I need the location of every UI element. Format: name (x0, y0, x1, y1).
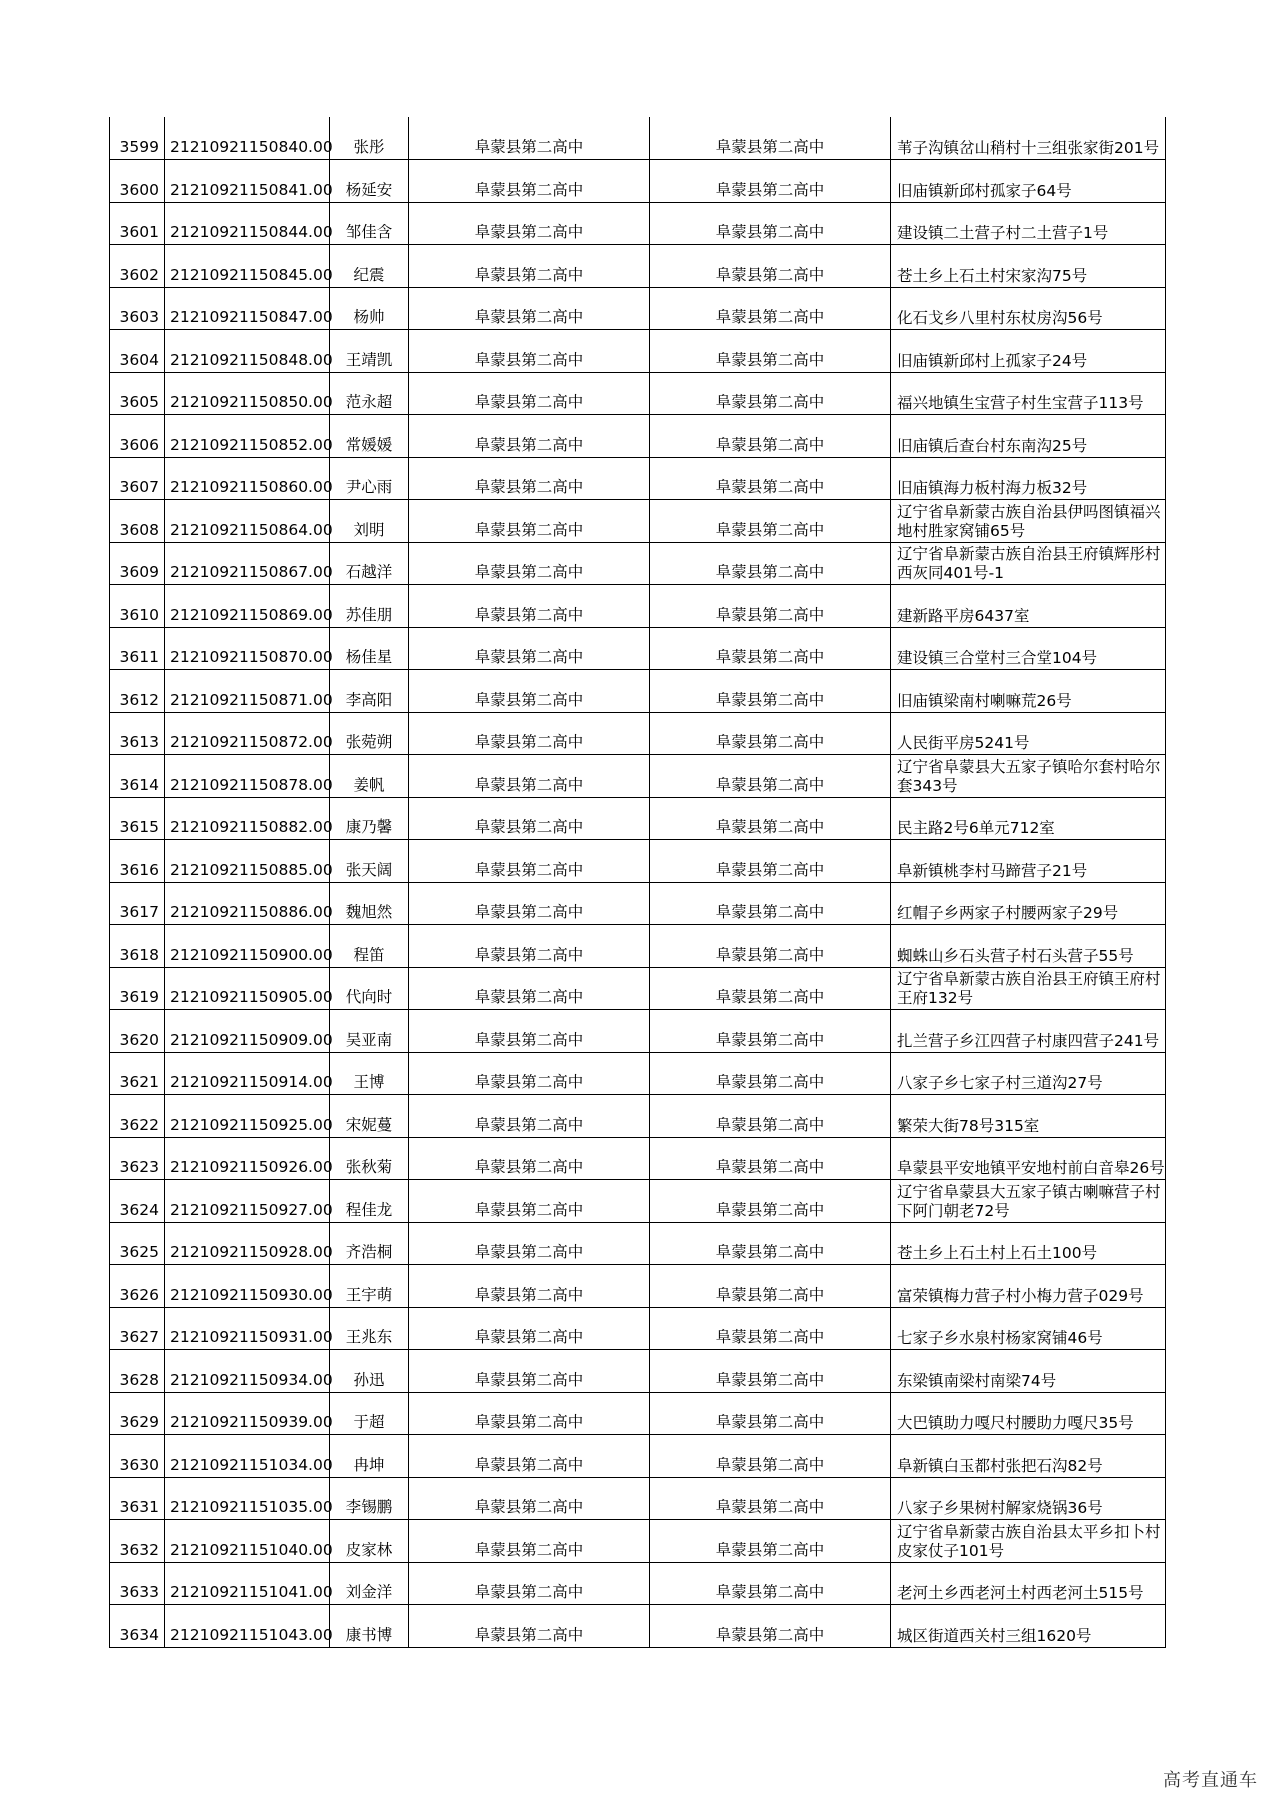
registration-site-cell: 阜蒙县第二高中 (650, 1435, 891, 1478)
student-name-cell: 冉坤 (330, 1435, 409, 1478)
table-row (110, 1180, 1166, 1223)
registration-site-cell: 阜蒙县第二高中 (650, 1562, 891, 1605)
candidate-number-cell: 21210921150844.00 (165, 202, 330, 245)
school-cell: 阜蒙县第二高中 (409, 1392, 650, 1435)
registration-site-cell: 阜蒙县第二高中 (650, 117, 891, 160)
row-number-cell: 3599 (110, 117, 165, 160)
row-number-cell: 3618 (110, 925, 165, 968)
home-address-cell: 辽宁省阜蒙县大五家子镇哈尔套村哈尔套343号 (891, 755, 1166, 798)
table-row (110, 1052, 1166, 1095)
candidate-number-cell: 21210921150939.00 (165, 1392, 330, 1435)
registration-site-cell: 阜蒙县第二高中 (650, 1180, 891, 1223)
student-name-cell: 石越洋 (330, 542, 409, 585)
school-cell: 阜蒙县第二高中 (409, 415, 650, 458)
row-number-cell: 3606 (110, 415, 165, 458)
registration-site-cell: 阜蒙县第二高中 (650, 1265, 891, 1308)
home-address-cell: 辽宁省阜新蒙古族自治县王府镇王府村王府132号 (891, 967, 1166, 1010)
school-cell: 阜蒙县第二高中 (409, 202, 650, 245)
registration-site-cell: 阜蒙县第二高中 (650, 457, 891, 500)
candidate-number-cell: 21210921150860.00 (165, 457, 330, 500)
home-address-cell: 人民街平房5241号 (891, 712, 1166, 755)
table-row (110, 1562, 1166, 1605)
table-row (110, 1350, 1166, 1393)
table-row (110, 160, 1166, 203)
row-number-cell: 3633 (110, 1562, 165, 1605)
row-number-cell: 3614 (110, 755, 165, 798)
registration-site-cell: 阜蒙县第二高中 (650, 330, 891, 373)
table-row (110, 1520, 1166, 1563)
home-address-cell: 建新路平房6437室 (891, 585, 1166, 628)
home-address-cell: 辽宁省阜新蒙古族自治县王府镇辉彤村西灰同401号-1 (891, 542, 1166, 585)
student-name-cell: 程笛 (330, 925, 409, 968)
table-row (110, 330, 1166, 373)
registration-site-cell: 阜蒙县第二高中 (650, 1095, 891, 1138)
school-cell: 阜蒙县第二高中 (409, 330, 650, 373)
student-name-cell: 张彤 (330, 117, 409, 160)
registration-site-cell: 阜蒙县第二高中 (650, 500, 891, 543)
school-cell: 阜蒙县第二高中 (409, 1435, 650, 1478)
table-row (110, 882, 1166, 925)
school-cell: 阜蒙县第二高中 (409, 160, 650, 203)
home-address-cell: 建设镇二土营子村二土营子1号 (891, 202, 1166, 245)
candidate-number-cell: 21210921150845.00 (165, 245, 330, 288)
student-name-cell: 姜帆 (330, 755, 409, 798)
registration-site-cell: 阜蒙县第二高中 (650, 1520, 891, 1563)
home-address-cell: 旧庙镇新邱村上孤家子24号 (891, 330, 1166, 373)
table-row (110, 712, 1166, 755)
registration-site-cell: 阜蒙县第二高中 (650, 202, 891, 245)
student-name-cell: 于超 (330, 1392, 409, 1435)
row-number-cell: 3632 (110, 1520, 165, 1563)
school-cell: 阜蒙县第二高中 (409, 500, 650, 543)
row-number-cell: 3613 (110, 712, 165, 755)
school-cell: 阜蒙县第二高中 (409, 245, 650, 288)
candidate-number-cell: 21210921150850.00 (165, 372, 330, 415)
school-cell: 阜蒙县第二高中 (409, 1052, 650, 1095)
row-number-cell: 3601 (110, 202, 165, 245)
school-cell: 阜蒙县第二高中 (409, 1350, 650, 1393)
registration-site-cell: 阜蒙县第二高中 (650, 287, 891, 330)
home-address-cell: 阜新镇白玉都村张把石沟82号 (891, 1435, 1166, 1478)
table-row (110, 1222, 1166, 1265)
student-name-cell: 王宇萌 (330, 1265, 409, 1308)
candidate-number-cell: 21210921150927.00 (165, 1180, 330, 1223)
school-cell: 阜蒙县第二高中 (409, 712, 650, 755)
student-name-cell: 张天阔 (330, 840, 409, 883)
table-row (110, 1137, 1166, 1180)
table-row (110, 287, 1166, 330)
registration-site-cell: 阜蒙县第二高中 (650, 1307, 891, 1350)
home-address-cell: 旧庙镇梁南村喇嘛荒26号 (891, 670, 1166, 713)
home-address-cell: 民主路2号6单元712室 (891, 797, 1166, 840)
student-name-cell: 孙迅 (330, 1350, 409, 1393)
table-row (110, 245, 1166, 288)
school-cell: 阜蒙县第二高中 (409, 1180, 650, 1223)
candidate-number-cell: 21210921150869.00 (165, 585, 330, 628)
registration-site-cell: 阜蒙县第二高中 (650, 1392, 891, 1435)
row-number-cell: 3621 (110, 1052, 165, 1095)
student-name-cell: 范永超 (330, 372, 409, 415)
row-number-cell: 3627 (110, 1307, 165, 1350)
candidate-number-cell: 21210921151040.00 (165, 1520, 330, 1563)
row-number-cell: 3604 (110, 330, 165, 373)
candidate-number-cell: 21210921151034.00 (165, 1435, 330, 1478)
student-name-cell: 魏旭然 (330, 882, 409, 925)
school-cell: 阜蒙县第二高中 (409, 372, 650, 415)
student-name-cell: 常媛媛 (330, 415, 409, 458)
student-name-cell: 王靖凯 (330, 330, 409, 373)
row-number-cell: 3617 (110, 882, 165, 925)
student-name-cell: 杨佳星 (330, 627, 409, 670)
school-cell: 阜蒙县第二高中 (409, 117, 650, 160)
school-cell: 阜蒙县第二高中 (409, 670, 650, 713)
table-row (110, 542, 1166, 585)
school-cell: 阜蒙县第二高中 (409, 882, 650, 925)
candidate-number-cell: 21210921150885.00 (165, 840, 330, 883)
registration-site-cell: 阜蒙县第二高中 (650, 840, 891, 883)
home-address-cell: 红帽子乡两家子村腰两家子29号 (891, 882, 1166, 925)
home-address-cell: 福兴地镇生宝营子村生宝营子113号 (891, 372, 1166, 415)
school-cell: 阜蒙县第二高中 (409, 1520, 650, 1563)
candidate-number-cell: 21210921150867.00 (165, 542, 330, 585)
table-row (110, 1392, 1166, 1435)
student-name-cell: 纪震 (330, 245, 409, 288)
registration-site-cell: 阜蒙县第二高中 (650, 1605, 891, 1648)
row-number-cell: 3628 (110, 1350, 165, 1393)
home-address-cell: 扎兰营子乡江四营子村康四营子241号 (891, 1010, 1166, 1053)
home-address-cell: 七家子乡水泉村杨家窝铺46号 (891, 1307, 1166, 1350)
candidate-number-cell: 21210921150926.00 (165, 1137, 330, 1180)
school-cell: 阜蒙县第二高中 (409, 627, 650, 670)
row-number-cell: 3625 (110, 1222, 165, 1265)
registration-site-cell: 阜蒙县第二高中 (650, 755, 891, 798)
student-name-cell: 邹佳含 (330, 202, 409, 245)
table-row (110, 840, 1166, 883)
home-address-cell: 八家子乡果树村解家烧锅36号 (891, 1477, 1166, 1520)
home-address-cell: 繁荣大街78号315室 (891, 1095, 1166, 1138)
student-name-cell: 刘明 (330, 500, 409, 543)
student-name-cell: 刘金洋 (330, 1562, 409, 1605)
registration-site-cell: 阜蒙县第二高中 (650, 542, 891, 585)
row-number-cell: 3615 (110, 797, 165, 840)
candidate-number-cell: 21210921150870.00 (165, 627, 330, 670)
student-name-cell: 杨帅 (330, 287, 409, 330)
candidate-number-cell: 21210921150871.00 (165, 670, 330, 713)
candidate-number-cell: 21210921150934.00 (165, 1350, 330, 1393)
candidate-number-cell: 21210921150852.00 (165, 415, 330, 458)
registration-site-cell: 阜蒙县第二高中 (650, 712, 891, 755)
home-address-cell: 城区街道西关村三组1620号 (891, 1605, 1166, 1648)
table-row (110, 1605, 1166, 1648)
registration-site-cell: 阜蒙县第二高中 (650, 670, 891, 713)
home-address-cell: 苍土乡上石土村上石土100号 (891, 1222, 1166, 1265)
candidate-number-cell: 21210921150872.00 (165, 712, 330, 755)
student-name-cell: 张菀朔 (330, 712, 409, 755)
registration-site-cell: 阜蒙县第二高中 (650, 797, 891, 840)
row-number-cell: 3603 (110, 287, 165, 330)
row-number-cell: 3600 (110, 160, 165, 203)
school-cell: 阜蒙县第二高中 (409, 755, 650, 798)
candidate-number-cell: 21210921150928.00 (165, 1222, 330, 1265)
registration-site-cell: 阜蒙县第二高中 (650, 627, 891, 670)
student-name-cell: 杨延安 (330, 160, 409, 203)
home-address-cell: 化石戈乡八里村东杖房沟56号 (891, 287, 1166, 330)
school-cell: 阜蒙县第二高中 (409, 1307, 650, 1350)
student-name-cell: 李锡鹏 (330, 1477, 409, 1520)
school-cell: 阜蒙县第二高中 (409, 1010, 650, 1053)
row-number-cell: 3631 (110, 1477, 165, 1520)
watermark-text: 高考直通车 (1163, 1770, 1258, 1791)
table-row (110, 1307, 1166, 1350)
candidate-number-cell: 21210921151043.00 (165, 1605, 330, 1648)
home-address-cell: 建设镇三合堂村三合堂104号 (891, 627, 1166, 670)
home-address-cell: 旧庙镇海力板村海力板32号 (891, 457, 1166, 500)
row-number-cell: 3623 (110, 1137, 165, 1180)
row-number-cell: 3612 (110, 670, 165, 713)
school-cell: 阜蒙县第二高中 (409, 1562, 650, 1605)
table-row (110, 755, 1166, 798)
home-address-cell: 蜘蛛山乡石头营子村石头营子55号 (891, 925, 1166, 968)
candidate-number-cell: 21210921150930.00 (165, 1265, 330, 1308)
school-cell: 阜蒙县第二高中 (409, 1265, 650, 1308)
home-address-cell: 八家子乡七家子村三道沟27号 (891, 1052, 1166, 1095)
school-cell: 阜蒙县第二高中 (409, 1222, 650, 1265)
student-name-cell: 齐浩桐 (330, 1222, 409, 1265)
registration-site-cell: 阜蒙县第二高中 (650, 1477, 891, 1520)
home-address-cell: 辽宁省阜蒙县大五家子镇古喇嘛营子村下阿门朝老72号 (891, 1180, 1166, 1223)
registration-site-cell: 阜蒙县第二高中 (650, 245, 891, 288)
home-address-cell: 老河土乡西老河土村西老河土515号 (891, 1562, 1166, 1605)
row-number-cell: 3634 (110, 1605, 165, 1648)
candidate-number-cell: 21210921150840.00 (165, 117, 330, 160)
candidate-number-cell: 21210921150841.00 (165, 160, 330, 203)
row-number-cell: 3619 (110, 967, 165, 1010)
table-row (110, 925, 1166, 968)
student-name-cell: 尹心雨 (330, 457, 409, 500)
school-cell: 阜蒙县第二高中 (409, 1605, 650, 1648)
table-row (110, 415, 1166, 458)
row-number-cell: 3629 (110, 1392, 165, 1435)
school-cell: 阜蒙县第二高中 (409, 1137, 650, 1180)
row-number-cell: 3624 (110, 1180, 165, 1223)
student-name-cell: 皮家林 (330, 1520, 409, 1563)
candidate-number-cell: 21210921150882.00 (165, 797, 330, 840)
student-name-cell: 吴亚南 (330, 1010, 409, 1053)
table-row (110, 797, 1166, 840)
student-name-cell: 康书博 (330, 1605, 409, 1648)
registration-site-cell: 阜蒙县第二高中 (650, 372, 891, 415)
candidate-number-cell: 21210921151035.00 (165, 1477, 330, 1520)
row-number-cell: 3605 (110, 372, 165, 415)
student-name-cell: 王兆东 (330, 1307, 409, 1350)
table-row (110, 372, 1166, 415)
table-row (110, 1435, 1166, 1478)
candidate-number-cell: 21210921150905.00 (165, 967, 330, 1010)
table-row (110, 967, 1166, 1010)
table-row (110, 500, 1166, 543)
registration-site-cell: 阜蒙县第二高中 (650, 882, 891, 925)
school-cell: 阜蒙县第二高中 (409, 542, 650, 585)
table-row (110, 1477, 1166, 1520)
student-name-cell: 张秋菊 (330, 1137, 409, 1180)
student-name-cell: 代向时 (330, 967, 409, 1010)
row-number-cell: 3607 (110, 457, 165, 500)
registration-site-cell: 阜蒙县第二高中 (650, 925, 891, 968)
home-address-cell: 辽宁省阜新蒙古族自治县太平乡扣卜村皮家仗子101号 (891, 1520, 1166, 1563)
candidate-number-cell: 21210921150848.00 (165, 330, 330, 373)
table-row (110, 457, 1166, 500)
home-address-cell: 辽宁省阜新蒙古族自治县伊吗图镇福兴地村胜家窝铺65号 (891, 500, 1166, 543)
registration-site-cell: 阜蒙县第二高中 (650, 1222, 891, 1265)
school-cell: 阜蒙县第二高中 (409, 925, 650, 968)
home-address-cell: 旧庙镇后查台村东南沟25号 (891, 415, 1166, 458)
school-cell: 阜蒙县第二高中 (409, 1477, 650, 1520)
row-number-cell: 3630 (110, 1435, 165, 1478)
table-row (110, 1265, 1166, 1308)
candidate-number-cell: 21210921150886.00 (165, 882, 330, 925)
home-address-cell: 东梁镇南梁村南梁74号 (891, 1350, 1166, 1393)
table-row (110, 670, 1166, 713)
registration-site-cell: 阜蒙县第二高中 (650, 1010, 891, 1053)
row-number-cell: 3609 (110, 542, 165, 585)
registration-site-cell: 阜蒙县第二高中 (650, 1052, 891, 1095)
row-number-cell: 3616 (110, 840, 165, 883)
candidate-number-cell: 21210921150925.00 (165, 1095, 330, 1138)
home-address-cell: 苍土乡上石土村宋家沟75号 (891, 245, 1166, 288)
row-number-cell: 3602 (110, 245, 165, 288)
registration-site-cell: 阜蒙县第二高中 (650, 160, 891, 203)
student-name-cell: 程佳龙 (330, 1180, 409, 1223)
school-cell: 阜蒙县第二高中 (409, 967, 650, 1010)
roster-body (110, 117, 1166, 1647)
table-row (110, 1095, 1166, 1138)
school-cell: 阜蒙县第二高中 (409, 585, 650, 628)
table-row (110, 202, 1166, 245)
table-row (110, 585, 1166, 628)
registration-site-cell: 阜蒙县第二高中 (650, 1350, 891, 1393)
row-number-cell: 3622 (110, 1095, 165, 1138)
school-cell: 阜蒙县第二高中 (409, 1095, 650, 1138)
home-address-cell: 苇子沟镇岔山稍村十三组张家街201号 (891, 117, 1166, 160)
registration-site-cell: 阜蒙县第二高中 (650, 585, 891, 628)
registration-site-cell: 阜蒙县第二高中 (650, 967, 891, 1010)
registration-site-cell: 阜蒙县第二高中 (650, 415, 891, 458)
school-cell: 阜蒙县第二高中 (409, 457, 650, 500)
home-address-cell: 富荣镇梅力营子村小梅力营子029号 (891, 1265, 1166, 1308)
candidate-number-cell: 21210921150914.00 (165, 1052, 330, 1095)
student-name-cell: 苏佳朋 (330, 585, 409, 628)
candidate-number-cell: 21210921150847.00 (165, 287, 330, 330)
table-row (110, 627, 1166, 670)
candidate-number-cell: 21210921151041.00 (165, 1562, 330, 1605)
student-name-cell: 王博 (330, 1052, 409, 1095)
student-name-cell: 李高阳 (330, 670, 409, 713)
home-address-cell: 阜蒙县平安地镇平安地村前白音皋26号 (891, 1137, 1166, 1180)
row-number-cell: 3611 (110, 627, 165, 670)
row-number-cell: 3620 (110, 1010, 165, 1053)
candidate-number-cell: 21210921150878.00 (165, 755, 330, 798)
table-row (110, 1010, 1166, 1053)
home-address-cell: 大巴镇助力嘎尺村腰助力嘎尺35号 (891, 1392, 1166, 1435)
registration-site-cell: 阜蒙县第二高中 (650, 1137, 891, 1180)
school-cell: 阜蒙县第二高中 (409, 840, 650, 883)
candidate-number-cell: 21210921150900.00 (165, 925, 330, 968)
student-roster-table (109, 117, 1166, 1648)
candidate-number-cell: 21210921150931.00 (165, 1307, 330, 1350)
home-address-cell: 阜新镇桃李村马蹄营子21号 (891, 840, 1166, 883)
student-name-cell: 宋妮蔓 (330, 1095, 409, 1138)
student-name-cell: 康乃馨 (330, 797, 409, 840)
row-number-cell: 3626 (110, 1265, 165, 1308)
school-cell: 阜蒙县第二高中 (409, 797, 650, 840)
home-address-cell: 旧庙镇新邱村孤家子64号 (891, 160, 1166, 203)
row-number-cell: 3610 (110, 585, 165, 628)
school-cell: 阜蒙县第二高中 (409, 287, 650, 330)
candidate-number-cell: 21210921150864.00 (165, 500, 330, 543)
table-row (110, 117, 1166, 160)
row-number-cell: 3608 (110, 500, 165, 543)
candidate-number-cell: 21210921150909.00 (165, 1010, 330, 1053)
